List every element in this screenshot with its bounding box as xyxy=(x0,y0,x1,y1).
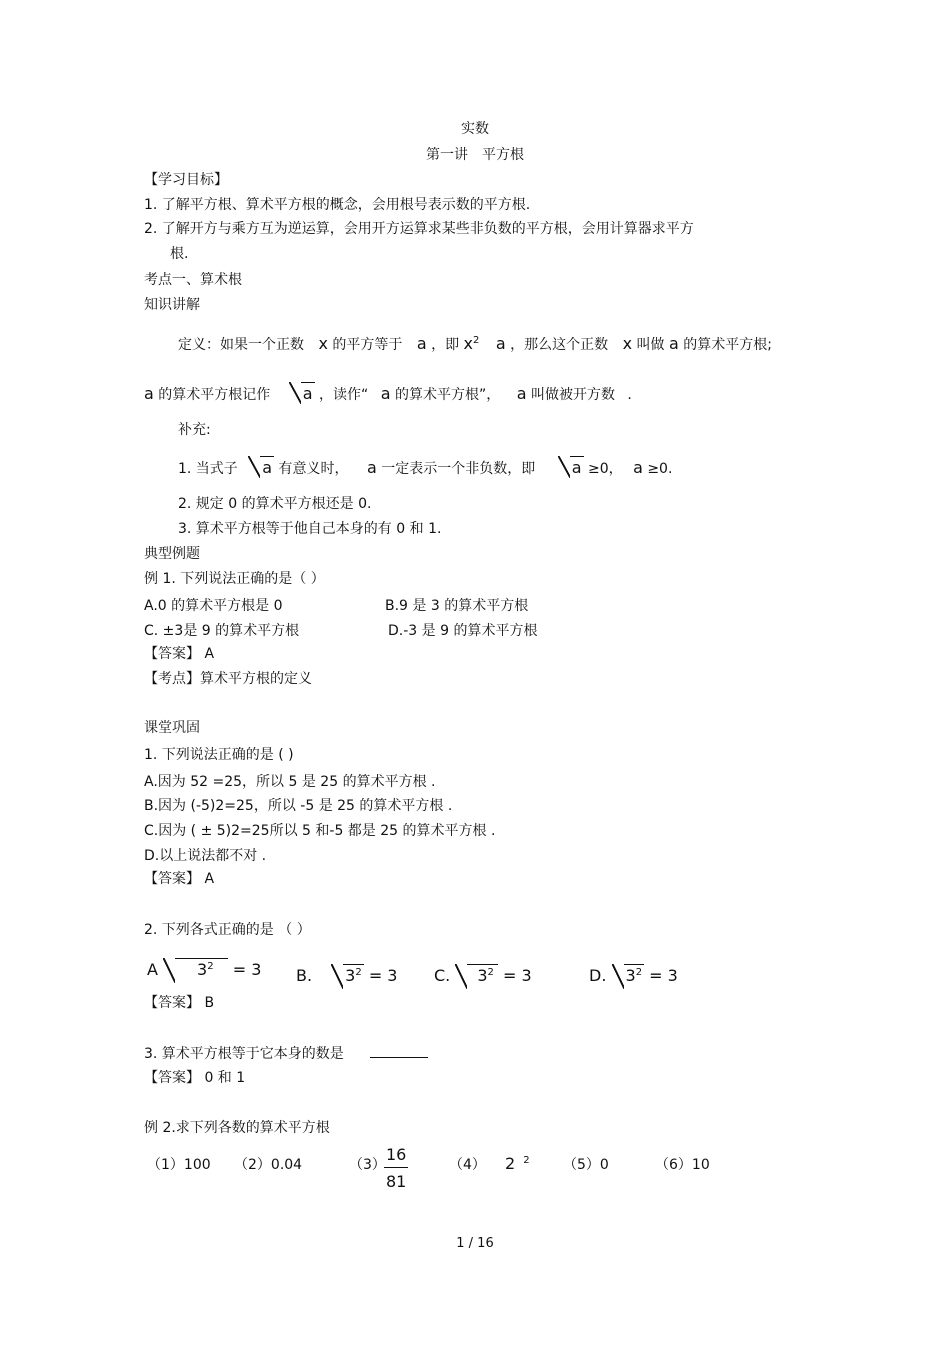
example-2-item-2: （2）0.04 xyxy=(234,1157,303,1173)
sqrt-expression: $3^2$ xyxy=(455,964,498,989)
notation-line: a 的算术平方根记作 a ，读作“ a 的算术平方根”， a 叫做被开方数 . xyxy=(144,384,632,403)
question-2: 2. 下列各式正确的是 （ ） xyxy=(144,922,311,938)
sqrt-a: a xyxy=(248,456,274,478)
question-1: 1. 下列说法正确的是 ( ) xyxy=(144,747,294,763)
knowledge-heading: 知识讲解 xyxy=(144,297,200,313)
fraction-16-81: $\frac{16}{81}$ xyxy=(386,1145,407,1191)
question-3-answer: 【答案】 0 和 1 xyxy=(144,1070,246,1086)
sqrt-a: a xyxy=(289,382,315,404)
example-2-item-1: （1）100 xyxy=(147,1157,211,1173)
document-title: 实数 xyxy=(461,121,489,137)
example-1-option-d: D.-3 是 9 的算术平方根 xyxy=(388,623,538,639)
sqrt-expression: $3^2$ xyxy=(163,958,228,983)
example-2-item-6: （6）10 xyxy=(655,1157,710,1173)
practice-heading: 课堂巩固 xyxy=(144,720,200,736)
lesson-subtitle: 第一讲 平方根 xyxy=(426,147,524,163)
question-2-answer: 【答案】 B xyxy=(144,995,215,1011)
answer-blank[interactable] xyxy=(370,1045,428,1058)
example-2-item-4-value: 2 $^2$ xyxy=(505,1154,530,1173)
example-2-question: 例 2.求下列各数的算术平方根 xyxy=(144,1120,330,1136)
example-2-item-4-label: （4） xyxy=(449,1157,486,1173)
point-heading: 考点一、算术根 xyxy=(144,272,242,288)
goals-heading: 【学习目标】 xyxy=(144,172,228,188)
example-2-item-5: （5）0 xyxy=(563,1157,609,1173)
question-2-option-a: A $3^2 = 3$ xyxy=(147,958,261,983)
example-1-option-c: C. ±3是 9 的算术平方根 xyxy=(144,623,300,639)
examples-heading: 典型例题 xyxy=(144,546,200,562)
goal-2-cont: 根. xyxy=(170,246,189,262)
example-1-question: 例 1. 下列说法正确的是（ ） xyxy=(144,571,325,587)
supplement-3: 3. 算术平方根等于他自己本身的有 0 和 1. xyxy=(178,521,442,537)
sqrt-expression: $3^2$ xyxy=(331,964,364,989)
question-1-option-c: C.因为 ( ± 5)2=25所以 5 和-5 都是 25 的算术平方根 . xyxy=(144,823,496,839)
supplement-2: 2. 规定 0 的算术平方根还是 0. xyxy=(178,496,372,512)
definition-line: 定义：如果一个正数 x 的平方等于 a ，即 $x^2$ a ，那么这个正数 x 叫做 a 的算术平方根; xyxy=(178,334,772,353)
example-1-answer: 【答案】 A xyxy=(144,646,215,662)
sqrt-expression: $3^2$ xyxy=(612,964,645,989)
question-2-option-c: C. $3^2 = 3$ xyxy=(434,964,532,989)
question-1-option-b: B.因为 (-5)2=25，所以 -5 是 25 的算术平方根 . xyxy=(144,798,453,814)
question-1-answer: 【答案】 A xyxy=(144,871,215,887)
supplement-1: 1. 当式子 a 有意义时， a 一定表示一个非负数，即 a ≥0， a ≥0. xyxy=(178,458,673,477)
question-1-option-a: A.因为 52 =25，所以 5 是 25 的算术平方根 . xyxy=(144,774,436,790)
goal-1: 1. 了解平方根、算术平方根的概念，会用根号表示数的平方根. xyxy=(144,197,531,213)
example-2-item-3-label: （3） xyxy=(349,1157,386,1173)
example-1-option-b: B.9 是 3 的算术平方根 xyxy=(385,598,529,614)
sqrt-a: a xyxy=(558,456,584,478)
page-number: 1 / 16 xyxy=(456,1236,494,1251)
question-3: 3. 算术平方根等于它本身的数是 xyxy=(144,1045,428,1063)
question-2-option-b: B. $3^2 = 3$ xyxy=(296,964,397,989)
goal-2: 2. 了解开方与乘方互为逆运算，会用开方运算求某些非负数的平方根，会用计算器求平方 xyxy=(144,221,694,237)
question-1-option-d: D.以上说法都不对 . xyxy=(144,848,267,864)
example-1-option-a: A.0 的算术平方根是 0 xyxy=(144,598,283,614)
example-1-key-point: 【考点】算术平方根的定义 xyxy=(144,671,312,687)
question-2-option-d: D. $3^2 = 3$ xyxy=(589,964,678,989)
supplement-heading: 补充: xyxy=(178,422,211,438)
